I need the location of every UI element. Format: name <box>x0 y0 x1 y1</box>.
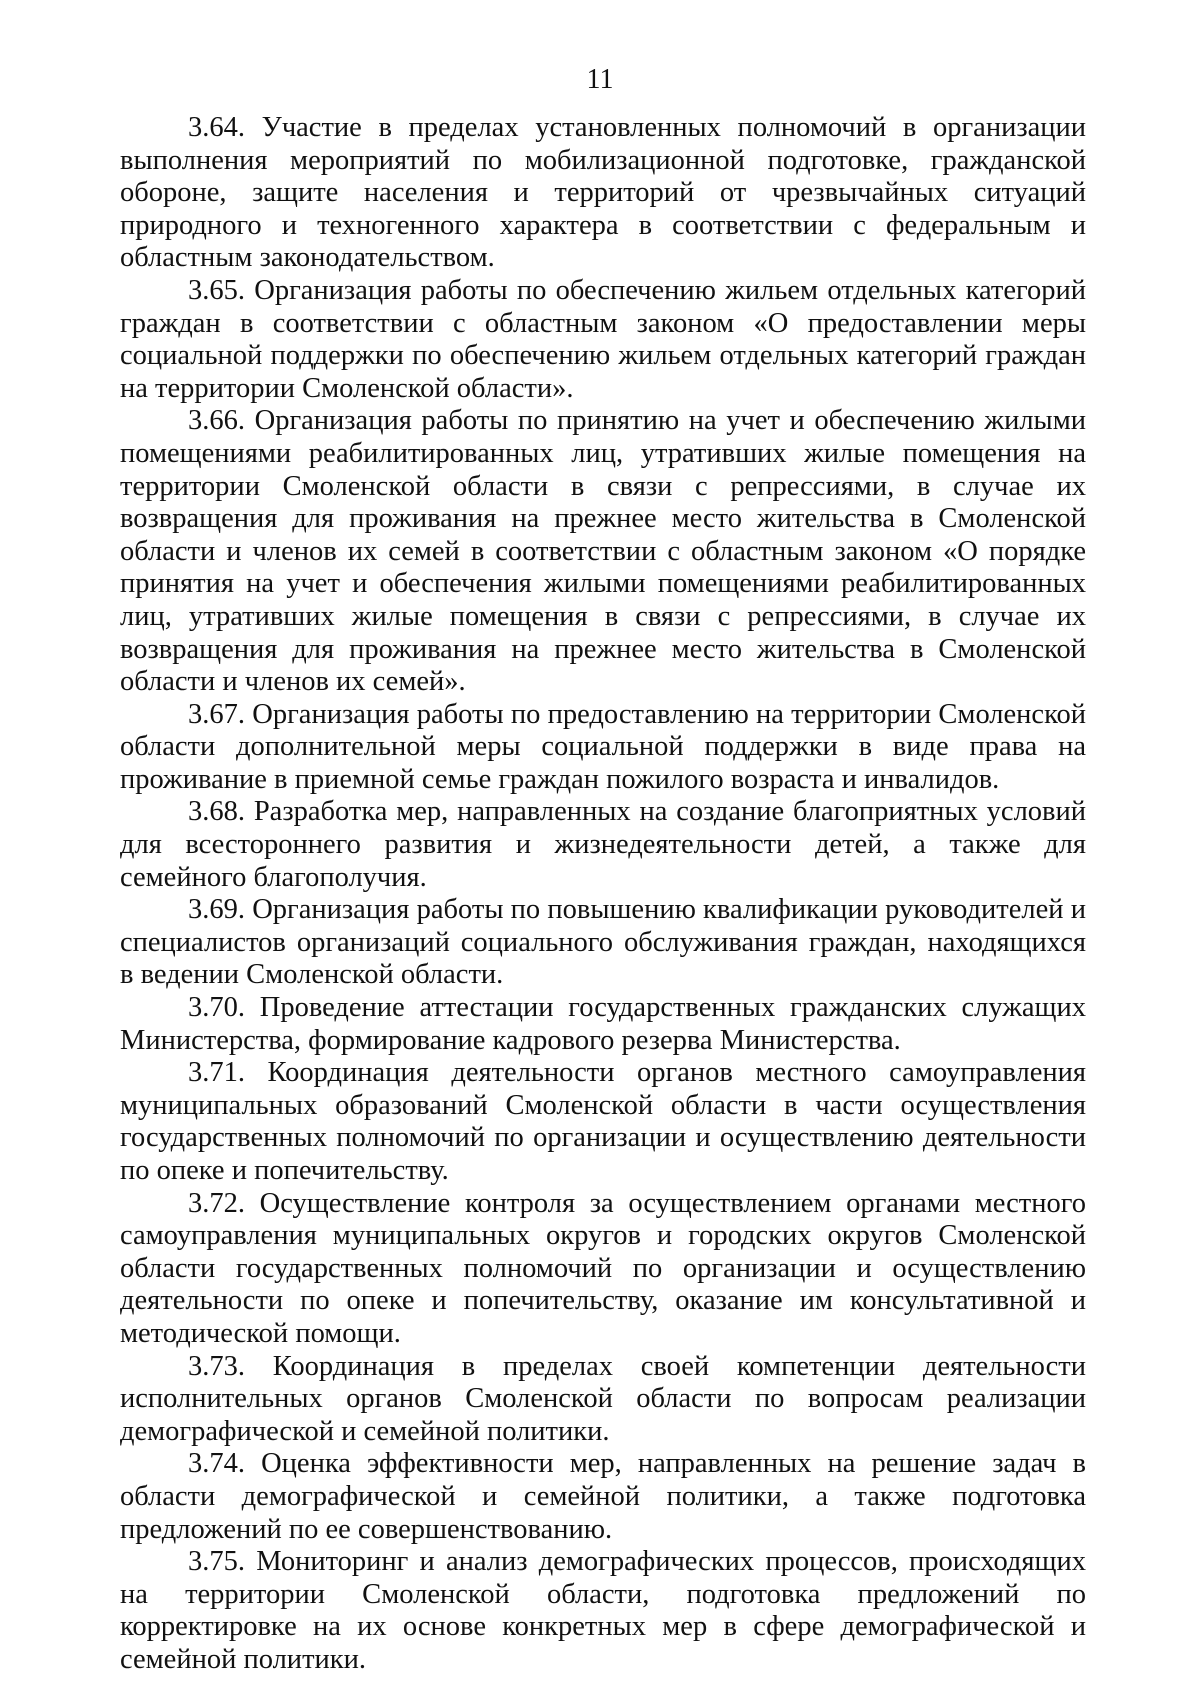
paragraph-3-68: 3.68. Разработка мер, направленных на создание благоприятных условий для всестороннего развития и жизнедеятельности детей, а также для семейного благополучия. <box>120 796 1086 893</box>
paragraph-3-66: 3.66. Организация работы по принятию на учет и обеспечению жилыми помещениями реабилитированных лиц, утративших жилые помещения на территории Смоленской области в связи с репрессиями, в случае их возвращения для проживания на прежнее место жительства в Смоленской области и членов их семей в соответствии с областным законом «О порядке принятия на учет и обеспечения жилыми помещениями реабилитированных лиц, утративших жилые помещения в связи с репрессиями, в случае их возвращения для проживания на прежнее место жительства в Смоленской области и членов их семей». <box>120 405 1086 698</box>
paragraph-3-64: 3.64. Участие в пределах установленных полномочий в организации выполнения мероприятий по мобилизационной подготовке, гражданской обороне, защите населения и территорий от чрезвычайных ситуаций природного и техногенного характера в соответствии с федеральным и областным законодательством. <box>120 112 1086 274</box>
paragraph-3-69: 3.69. Организация работы по повышению квалификации руководителей и специалистов организаций социального обслуживания граждан, находящихся в ведении Смоленской области. <box>120 894 1086 991</box>
paragraph-3-73: 3.73. Координация в пределах своей компетенции деятельности исполнительных органов Смоленской области по вопросам реализации демографической и семейной политики. <box>120 1350 1086 1447</box>
paragraph-3-74: 3.74. Оценка эффективности мер, направленных на решение задач в области демографической и семейной политики, а также подготовка предложений по ее совершенствованию. <box>120 1448 1086 1545</box>
page-number: 11 <box>586 64 614 95</box>
document-body <box>120 112 1086 1677</box>
paragraph-3-65: 3.65. Организация работы по обеспечению жильем отдельных категорий граждан в соответствии с областным законом «О предоставлении меры социальной поддержки по обеспечению жильем отдельных категорий граждан на территории Смоленской области». <box>120 274 1086 404</box>
paragraph-3-71: 3.71. Координация деятельности органов местного самоуправления муниципальных образований Смоленской области в части осуществления государственных полномочий по организации и осуществлению деятельности по опеке и попечительству. <box>120 1057 1086 1186</box>
paragraph-3-75: 3.75. Мониторинг и анализ демографических процессов, происходящих на территории Смоленской области, подготовка предложений по корректировке на их основе конкретных мер в сфере демографической и семейной политики. <box>120 1546 1086 1675</box>
paragraph-3-70: 3.70. Проведение аттестации государственных гражданских служащих Министерства, формирование кадрового резерва Министерства. <box>120 992 1086 1056</box>
paragraph-3-67: 3.67. Организация работы по предоставлению на территории Смоленской области дополнительной меры социальной поддержки в виде права на проживание в приемной семье граждан пожилого возраста и инвалидов. <box>120 698 1086 795</box>
paragraph-3-72: 3.72. Осуществление контроля за осуществлением органами местного самоуправления муниципальных округов и городских округов Смоленской области государственных полномочий по организации и осуществлению деятельности по опеке и попечительству, оказание им консультативной и методической помощи. <box>120 1187 1086 1349</box>
